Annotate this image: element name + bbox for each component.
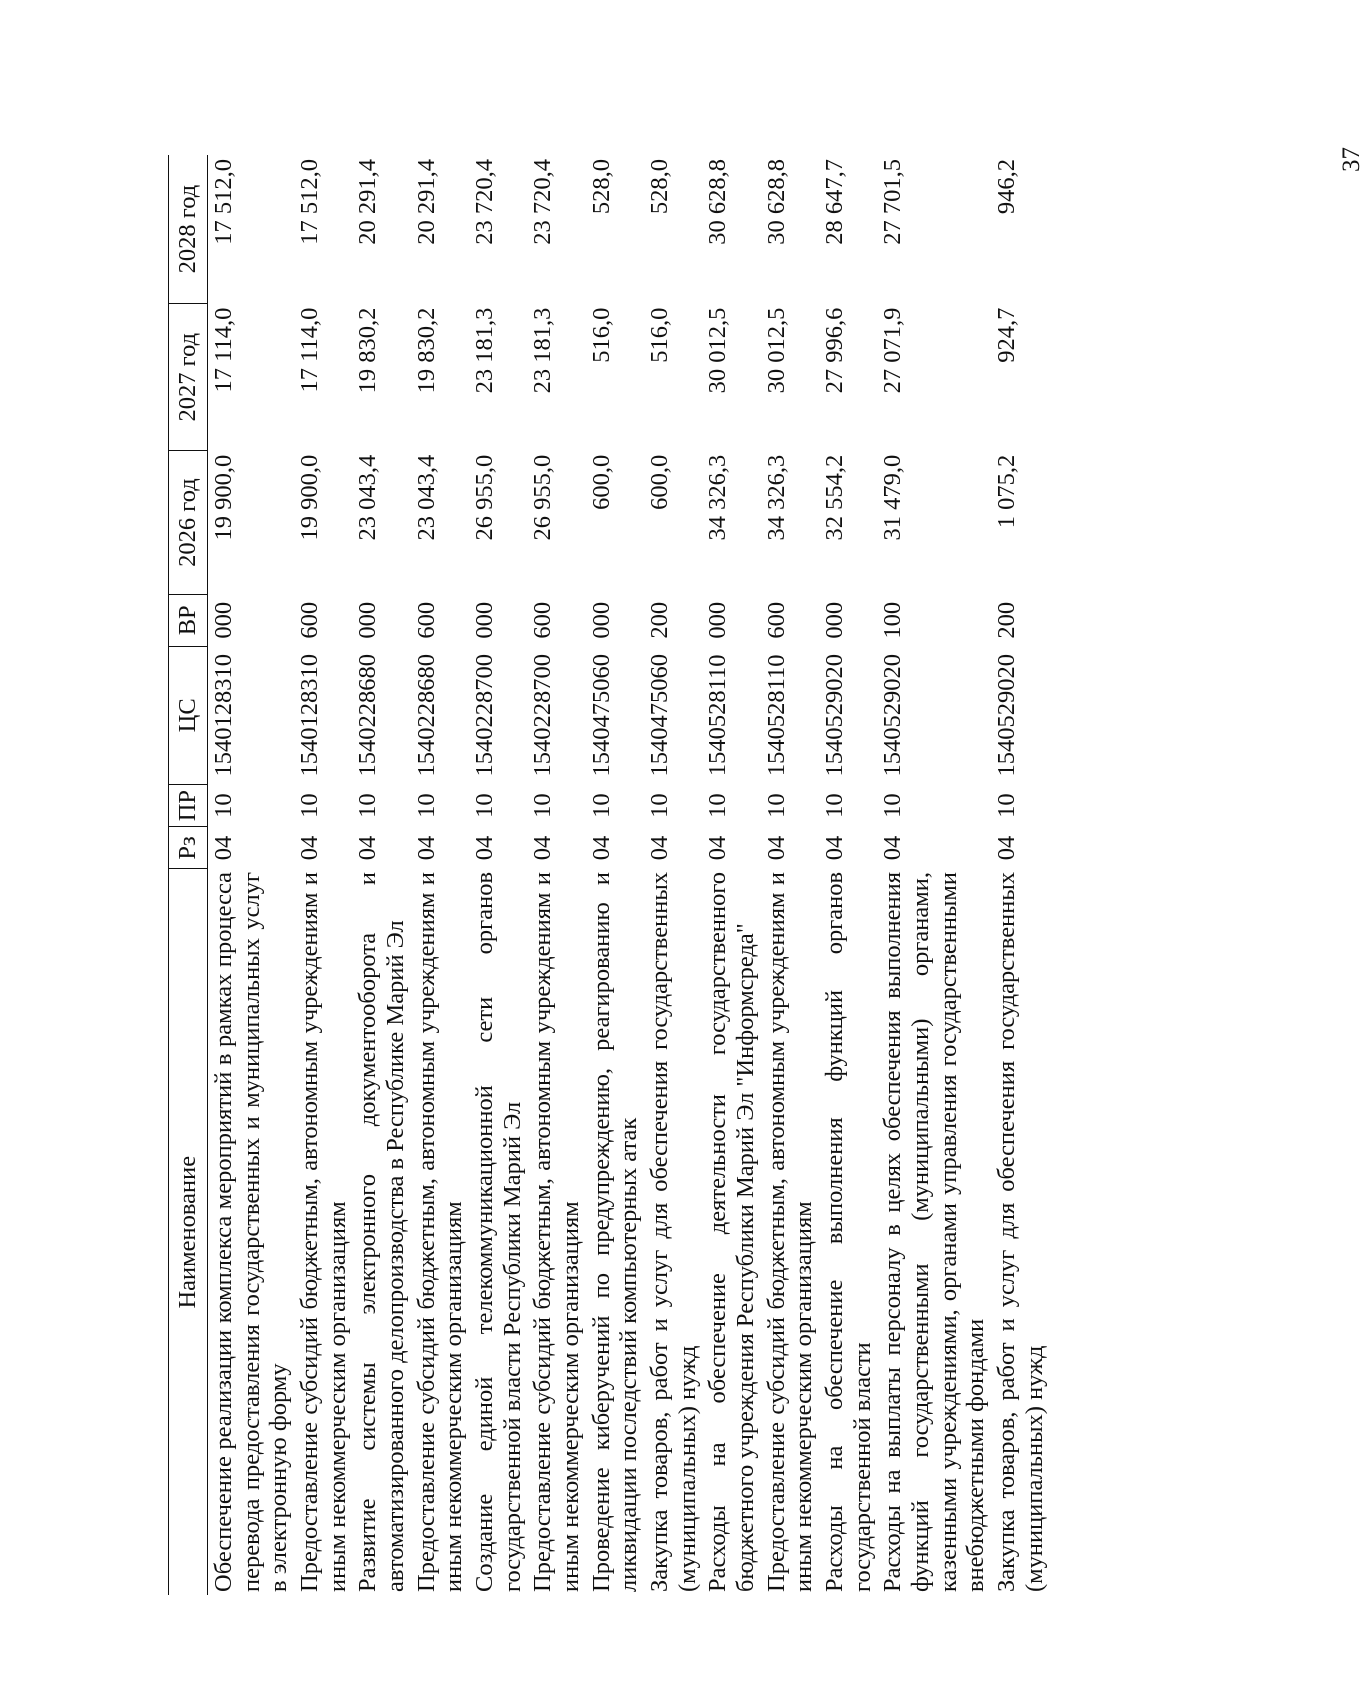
row-name: Обеспечение реализации комплекса мероприятий в рамках процесса перевода предоставления государственных и муниципальных услуг в электронную форму: [210, 871, 293, 1592]
row-vr: 600: [762, 601, 790, 639]
row-cs: 1540228700: [471, 654, 499, 777]
row-value-2028: 30 628,8: [762, 159, 790, 245]
row-name: Создание единой телекоммуникационной сети органов государственной власти Республики Марий Эл: [471, 871, 526, 1592]
row-value-2027: 27 071,9: [879, 307, 907, 394]
header-2026: 2026 год: [169, 451, 208, 595]
row-cs: 1540528110: [762, 654, 790, 777]
row-value-2026: 19 900,0: [210, 454, 237, 541]
row-value-2028: 30 628,8: [704, 159, 732, 245]
row-value-2026: 26 955,0: [529, 454, 557, 541]
row-value-2026: 32 554,2: [821, 454, 849, 541]
header-2028: 2028 год: [169, 155, 208, 304]
budget-table: [168, 155, 1049, 1595]
row-pr: 10: [704, 793, 732, 818]
table-row: [527, 155, 585, 1595]
row-cs: 1540529020: [821, 654, 849, 777]
rotated-page-content: [168, 155, 1208, 1595]
table-row: [469, 155, 527, 1595]
row-name: Проведение киберучений по предупреждению, реагированию и ликвидации последствий компьютерных атак: [587, 871, 643, 1592]
row-value-2027: 17 114,0: [210, 307, 237, 393]
row-vr: 600: [296, 601, 324, 639]
row-cs: 1540475060: [587, 654, 615, 777]
table-row: [411, 155, 469, 1595]
row-rz: 04: [821, 835, 849, 861]
row-value-2027: 516,0: [587, 307, 615, 363]
header-rz: Рз: [169, 827, 208, 869]
row-cs: 1540228680: [412, 654, 440, 777]
row-value-2028: 946,2: [993, 159, 1021, 215]
row-rz: 04: [412, 835, 440, 861]
row-name: Предоставление субсидий бюджетным, автономным учреждениям и иным некоммерческим организациям: [762, 871, 818, 1592]
row-value-2028: 27 701,5: [879, 159, 907, 245]
row-cs: 1540529020: [879, 654, 907, 777]
row-value-2026: 23 043,4: [354, 454, 382, 541]
row-rz: 04: [529, 835, 557, 861]
row-name: Расходы на обеспечение выполнения функций органов государственной власти: [821, 871, 876, 1592]
row-pr: 10: [587, 793, 615, 818]
row-value-2027: 924,7: [993, 307, 1021, 363]
row-cs: 1540228680: [354, 654, 382, 777]
table-row: [877, 155, 991, 1595]
row-rz: 04: [354, 835, 382, 861]
row-value-2027: 23 181,3: [471, 307, 499, 394]
row-rz: 04: [993, 835, 1021, 861]
row-pr: 10: [993, 793, 1021, 818]
row-pr: 10: [762, 793, 790, 818]
table-row: [761, 155, 819, 1595]
row-rz: 04: [210, 835, 237, 861]
table-header-row: [169, 155, 208, 1595]
row-name: Предоставление субсидий бюджетным, автономным учреждениям и иным некоммерческим организациям: [412, 871, 468, 1592]
row-pr: 10: [354, 793, 382, 818]
row-value-2026: 1 075,2: [993, 454, 1021, 529]
row-vr: 600: [412, 601, 440, 639]
table-row: [644, 155, 702, 1595]
row-cs: 1540529020: [993, 654, 1021, 777]
row-value-2028: 23 720,4: [471, 159, 499, 245]
row-name: Предоставление субсидий бюджетным, автономным учреждениям и иным некоммерческим организациям: [296, 871, 351, 1592]
row-value-2028: 23 720,4: [529, 159, 557, 245]
row-vr: 000: [587, 601, 615, 639]
table-row: [352, 155, 410, 1595]
row-value-2027: 516,0: [646, 307, 674, 363]
row-name: Закупка товаров, работ и услуг для обеспечения государственных (муниципальных) нужд: [646, 871, 701, 1592]
row-value-2027: 30 012,5: [704, 307, 732, 394]
row-value-2027: 23 181,3: [529, 307, 557, 394]
row-vr: 000: [210, 601, 237, 639]
row-cs: 1540128310: [296, 654, 324, 777]
row-name: Предоставление субсидий бюджетным, автономным учреждениям и иным некоммерческим организациям: [529, 871, 585, 1592]
row-value-2028: 28 647,7: [821, 159, 849, 245]
row-pr: 10: [412, 793, 440, 818]
header-vr: ВР: [169, 594, 208, 646]
row-value-2027: 27 996,6: [821, 307, 849, 394]
row-vr: 000: [471, 601, 499, 639]
row-value-2026: 26 955,0: [471, 454, 499, 541]
row-pr: 10: [296, 793, 324, 818]
row-value-2026: 19 900,0: [296, 454, 324, 541]
row-value-2027: 19 830,2: [354, 307, 382, 394]
row-name: Расходы на выплаты персоналу в целях обеспечения выполнения функций государственными (муниципальными) органами, казенными учреждениями, органами управления государственными внебюджетными фондами: [879, 871, 990, 1592]
row-rz: 04: [296, 835, 324, 861]
row-name: Развитие системы электронного документооборота и автоматизированного делопроизводства в Республике Марий Эл: [354, 871, 410, 1592]
row-pr: 10: [646, 793, 674, 818]
row-value-2028: 20 291,4: [354, 159, 382, 245]
row-value-2027: 30 012,5: [762, 307, 790, 394]
table-row: [586, 155, 644, 1595]
row-pr: 10: [821, 793, 849, 818]
row-vr: 200: [646, 601, 674, 639]
row-vr: 000: [704, 601, 732, 639]
row-value-2028: 528,0: [587, 159, 615, 215]
row-cs: 1540128310: [210, 654, 237, 777]
row-vr: 200: [993, 601, 1021, 639]
row-pr: 10: [879, 793, 907, 818]
row-rz: 04: [471, 835, 499, 861]
table-row: [819, 155, 877, 1595]
row-cs: 1540228700: [529, 654, 557, 777]
row-pr: 10: [210, 793, 237, 818]
row-value-2028: 528,0: [646, 159, 674, 215]
row-value-2027: 19 830,2: [412, 307, 440, 394]
table-body: [208, 155, 1050, 1595]
row-vr: 100: [879, 601, 907, 639]
row-cs: 1540528110: [704, 654, 732, 777]
row-rz: 04: [879, 835, 907, 861]
row-name: Закупка товаров, работ и услуг для обеспечения государственных (муниципальных) нужд: [993, 871, 1048, 1592]
table-row: [294, 155, 352, 1595]
header-cs: ЦС: [169, 646, 208, 784]
row-rz: 04: [587, 835, 615, 861]
row-value-2026: 600,0: [587, 454, 615, 510]
row-value-2026: 34 326,3: [762, 454, 790, 541]
header-name: Наименование: [169, 869, 208, 1595]
page-number: 37: [1338, 147, 1365, 172]
row-vr: 000: [354, 601, 382, 639]
row-vr: 600: [529, 601, 557, 639]
row-rz: 04: [704, 835, 732, 861]
row-cs: 1540475060: [646, 654, 674, 777]
row-value-2026: 31 479,0: [879, 454, 907, 541]
row-value-2027: 17 114,0: [296, 307, 324, 393]
row-value-2028: 17 512,0: [296, 159, 324, 245]
row-rz: 04: [762, 835, 790, 861]
row-value-2028: 17 512,0: [210, 159, 237, 245]
row-value-2026: 23 043,4: [412, 454, 440, 541]
row-pr: 10: [529, 793, 557, 818]
row-value-2026: 34 326,3: [704, 454, 732, 541]
row-vr: 000: [821, 601, 849, 639]
table-row: [702, 155, 760, 1595]
row-name: Расходы на обеспечение деятельности государственного бюджетного учреждения Республики Марий Эл "Информсреда": [704, 871, 760, 1592]
row-value-2028: 20 291,4: [412, 159, 440, 245]
row-rz: 04: [646, 835, 674, 861]
row-value-2026: 600,0: [646, 454, 674, 510]
row-pr: 10: [471, 793, 499, 818]
header-2027: 2027 год: [169, 304, 208, 451]
table-row: [991, 155, 1049, 1595]
header-pr: ПР: [169, 784, 208, 827]
table-row: [208, 155, 295, 1595]
